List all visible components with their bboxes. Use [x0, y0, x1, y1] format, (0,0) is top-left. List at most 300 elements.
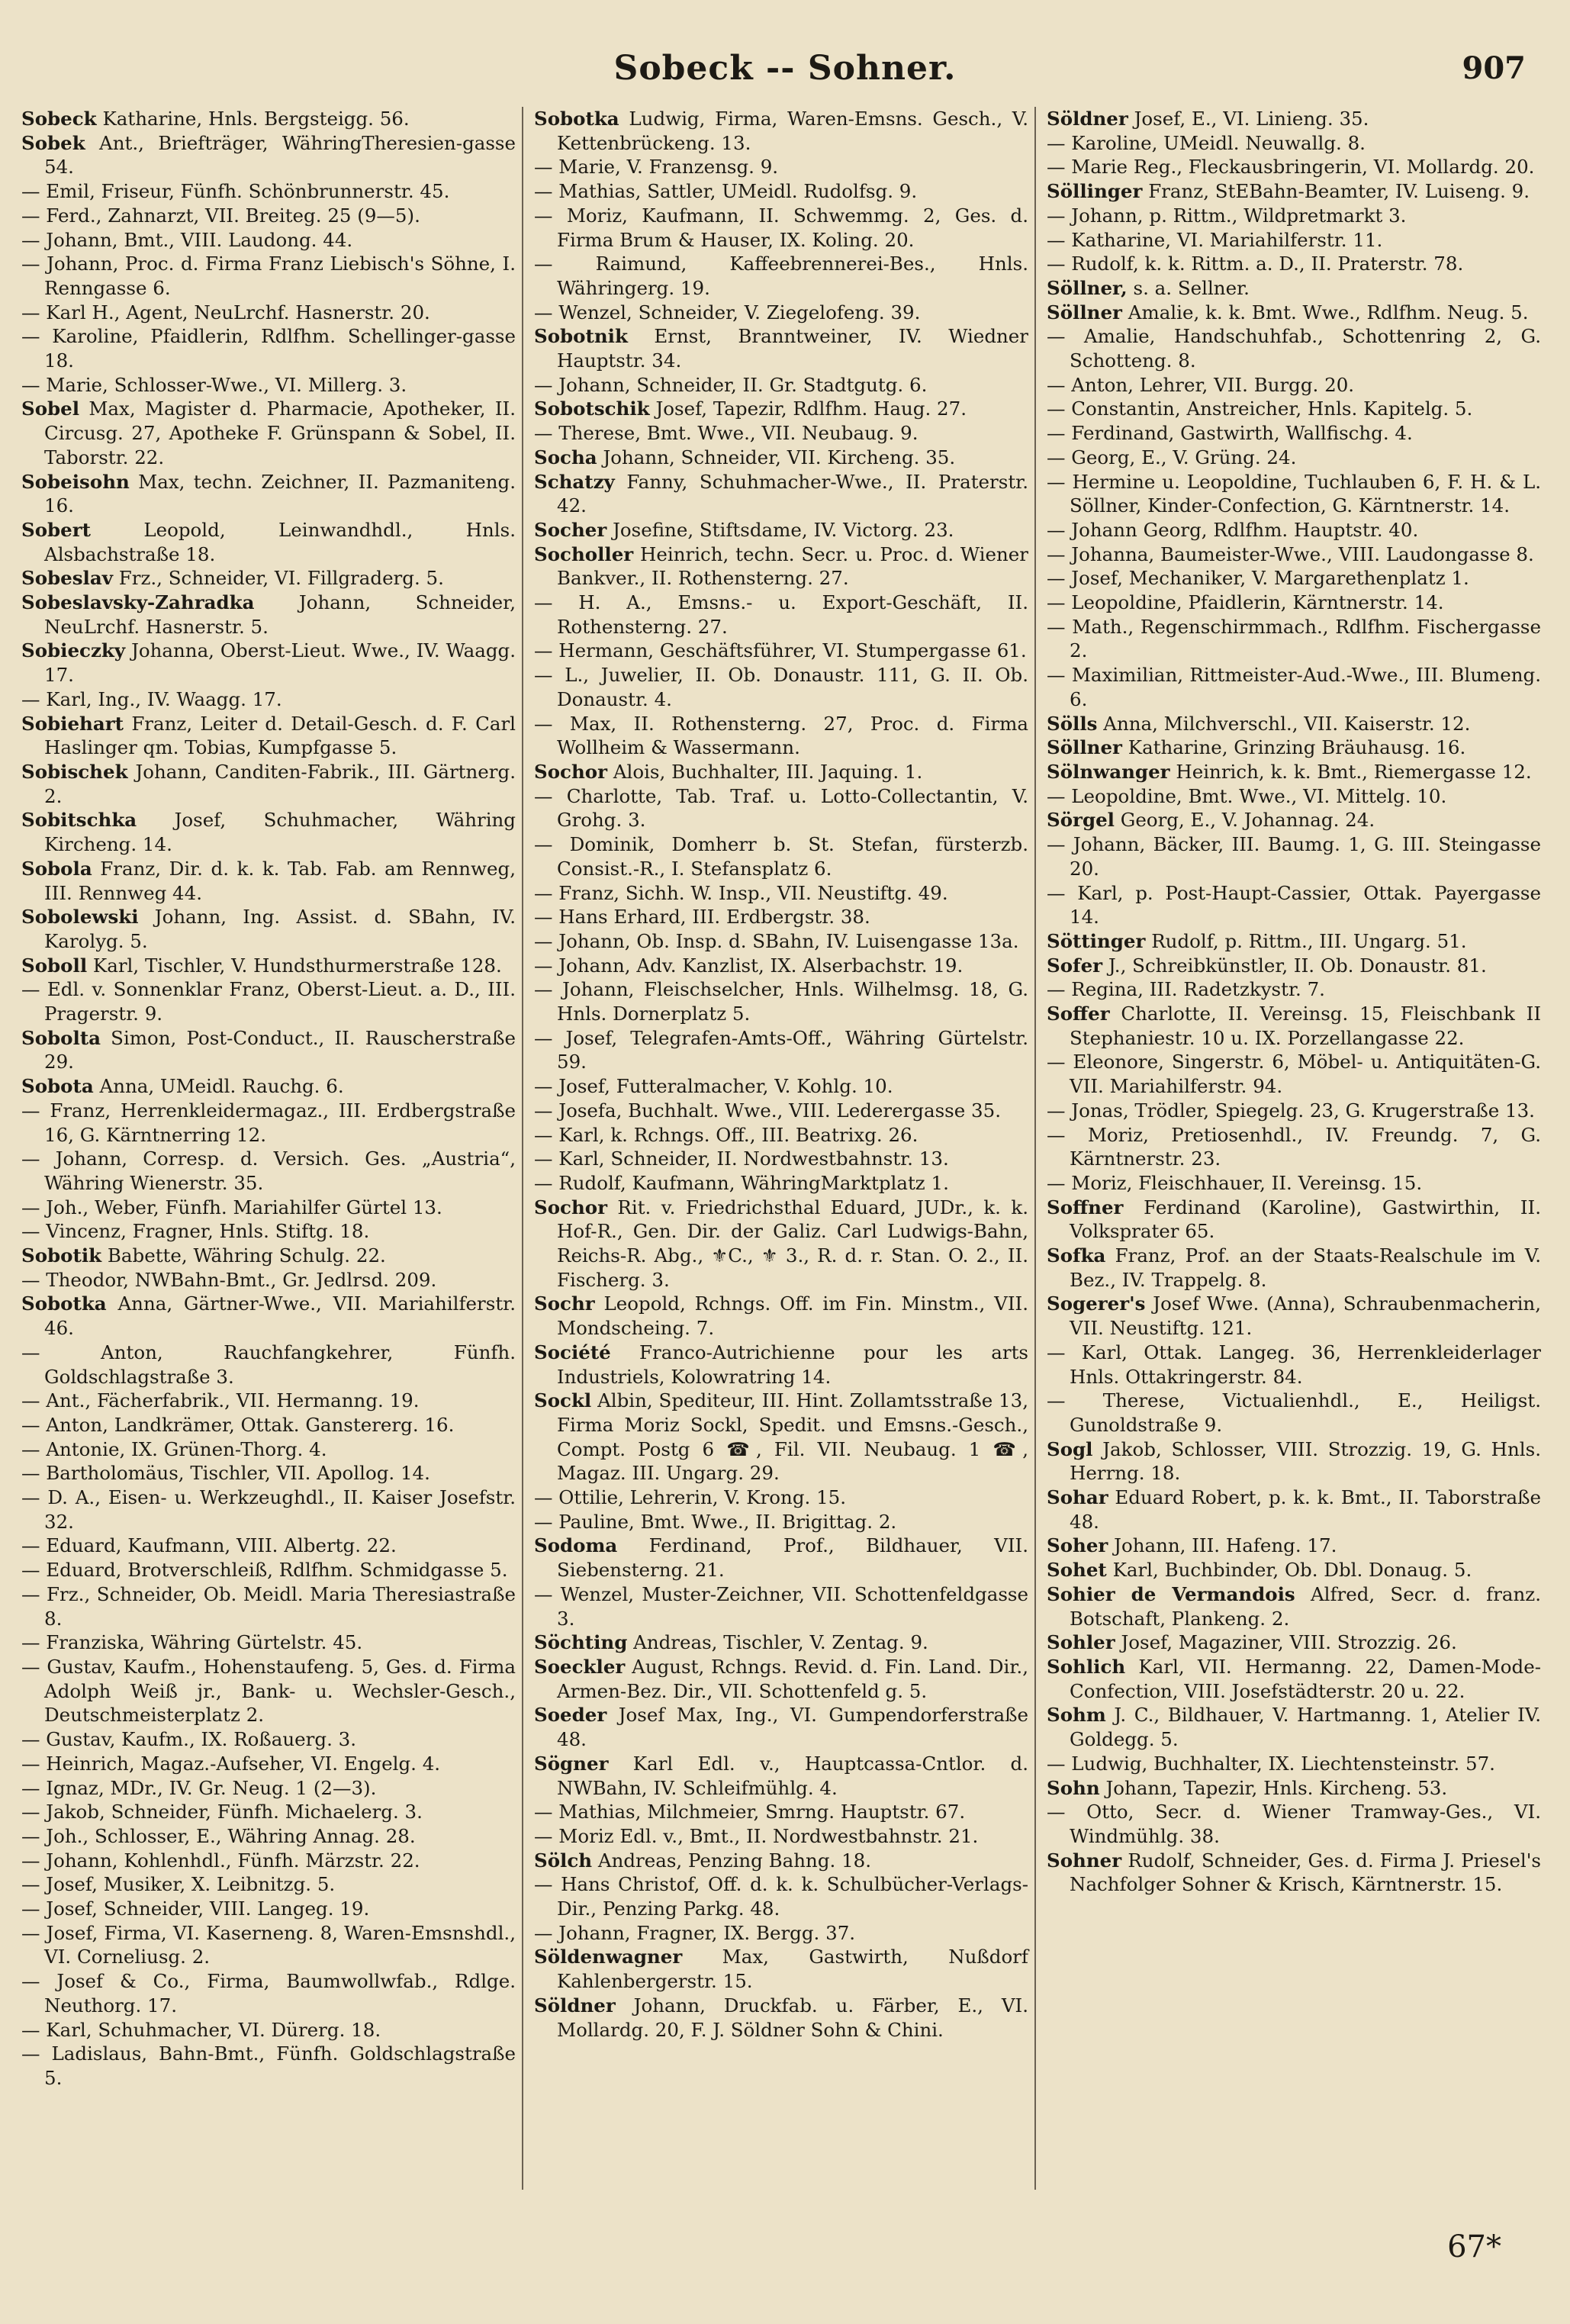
directory-entry [534, 1485, 1028, 1510]
directory-entry [1047, 1485, 1541, 1534]
entry-details: Karl Edl. v., Hauptcassa-Cntlor. d. NWBahn, IV. Schleifmühlg. 4. [557, 1752, 1028, 1799]
entry-details: — Rudolf, k. k. Rittm. a. D., II. Praterstr. 78. [1047, 253, 1464, 275]
directory-entry [534, 301, 1028, 325]
entry-details: — Johann, Kohlenhdl., Fünfh. Märzstr. 22. [21, 1849, 420, 1872]
directory-entry [1047, 1002, 1541, 1050]
entry-details: Ludwig, Firma, Waren-Emsns. Gesch., V. Kettenbrückeng. 13. [557, 108, 1028, 154]
directory-entry [534, 1292, 1028, 1340]
entry-details: — Josef, Firma, VI. Kaserneng. 8, Waren-Emsnshdl., VI. Corneliusg. 2. [21, 1921, 516, 1968]
entry-details: — Max, II. Rothensterng. 27, Proc. d. Firma Wollheim & Wassermann. [534, 712, 1028, 759]
entry-details: Franco-Autrichienne pour les arts Industriels, Kolowratring 14. [557, 1341, 1028, 1388]
directory-entry [534, 1849, 1028, 1873]
entry-details: — L., Juwelier, II. Ob. Donaustr. 111, G. II. Ob. Donaustr. 4. [534, 664, 1028, 710]
directory-entry [534, 639, 1028, 663]
directory-entry [21, 1727, 516, 1752]
entry-details: Franz, Dir. d. k. k. Tab. Fab. am Rennweg, III. Rennweg 44. [44, 857, 516, 904]
entry-details: — Marie, V. Franzensg. 9. [534, 156, 779, 179]
directory-entry [534, 1994, 1028, 2042]
entry-details: Leopold, Leinwandhdl., Hnls. Alsbachstraße 18. [44, 518, 516, 565]
entry-details: — Josef, Schneider, VIII. Langeg. 19. [21, 1898, 370, 1920]
directory-entry [534, 591, 1028, 639]
directory-entry [534, 446, 1028, 470]
directory-entry [534, 204, 1028, 252]
directory-entry [21, 712, 516, 760]
entry-surname: Sodoma [534, 1534, 618, 1557]
directory-entry [1047, 1437, 1541, 1485]
entry-details: — Karl, Schuhmacher, VI. Dürerg. 18. [21, 2018, 381, 2041]
directory-entry [534, 905, 1028, 929]
entry-details: Anna, Gärtner-Wwe., VII. Mariahilferstr. 46. [44, 1292, 516, 1340]
entry-details: — Frz., Schneider, Ob. Meidl. Maria Theresiastraße 8. [21, 1582, 516, 1630]
directory-entry [21, 1776, 516, 1801]
directory-entry [21, 1655, 516, 1727]
entry-surname: Sobotka [21, 1292, 107, 1315]
entry-surname: Sochr [534, 1292, 595, 1315]
entry-details: — Karl, Ottak. Langeg. 36, Herrenkleiderlager Hnls. Ottakringerstr. 84. [1047, 1341, 1541, 1388]
directory-entry [534, 1196, 1028, 1292]
entry-details: — Ferdinand, Gastwirth, Wallfischg. 4. [1047, 422, 1413, 445]
entry-details: — Karl, Ing., IV. Waagg. 17. [21, 687, 282, 710]
entry-details: Franz, Leiter d. Detail-Gesch. d. F. Carl Haslinger qm. Tobias, Kumpfgasse 5. [44, 712, 516, 759]
entry-details: Josef, Magaziner, VIII. Strozzig. 26. [1121, 1631, 1457, 1654]
entry-surname: Schatzy [534, 470, 615, 493]
entry-details: — Therese, Victualienhdl., E., Heiligst. Gunoldstraße 9. [1047, 1389, 1541, 1436]
entry-surname: Sobotschik [534, 398, 650, 420]
entry-details: Andreas, Penzing Bahng. 18. [597, 1849, 872, 1872]
directory-entry [1047, 155, 1541, 179]
directory-entry [21, 179, 516, 204]
entry-details: Josef, E., VI. Linieng. 35. [1134, 108, 1369, 130]
entry-surname: Soher [1047, 1534, 1108, 1557]
directory-entry [534, 1752, 1028, 1800]
directory-entry [1047, 228, 1541, 253]
directory-entry [1047, 373, 1541, 398]
entry-details: Heinrich, k. k. Bmt., Riemergasse 12. [1176, 760, 1532, 783]
directory-entry [1047, 712, 1541, 736]
entry-surname: Sobiehart [21, 712, 124, 735]
entry-surname: Sobieczky [21, 639, 126, 662]
directory-entry [1047, 591, 1541, 615]
directory-entry [1047, 397, 1541, 421]
directory-entry [21, 1582, 516, 1630]
entry-details: Josef, Tapezir, Rdlfhm. Haug. 27. [655, 398, 967, 420]
entry-surname: Sofka [1047, 1244, 1106, 1267]
directory-entry [1047, 1099, 1541, 1123]
entry-surname: Sohet [1047, 1559, 1107, 1582]
entry-details: Eduard Robert, p. k. k. Bmt., II. Taborstraße 48. [1070, 1486, 1541, 1533]
directory-entry [534, 518, 1028, 542]
entry-details: — Johann, Ob. Insp. d. SBahn, IV. Luisengasse 13a. [534, 929, 1019, 952]
directory-entry [21, 1147, 516, 1195]
entry-details: Josef, Schuhmacher, Währing Kircheng. 14. [44, 809, 516, 856]
directory-entry [21, 1969, 516, 2017]
directory-entry [21, 1897, 516, 1921]
directory-entry [534, 1945, 1028, 1993]
directory-entry [1047, 179, 1541, 204]
directory-entry [534, 1655, 1028, 1703]
directory-entry [21, 977, 516, 1025]
entry-surname: Sörgel [1047, 809, 1115, 832]
directory-entry [534, 784, 1028, 832]
directory-entry [21, 1534, 516, 1558]
entry-details: — Marie Reg., Fleckausbringerin, VI. Mollardg. 20. [1047, 156, 1535, 179]
entry-surname: Sölch [534, 1849, 593, 1872]
directory-entry [21, 687, 516, 712]
page-title: Sobeck -- Sohner. [613, 49, 957, 88]
entry-details: Katharine, Grinzing Bräuhausg. 16. [1128, 736, 1466, 759]
entry-surname: Söldner [534, 1994, 616, 2017]
directory-entry [1047, 1582, 1541, 1630]
directory-entry [21, 373, 516, 398]
directory-entry [534, 1824, 1028, 1849]
entry-details: — Georg, E., V. Grüng. 24. [1047, 446, 1297, 468]
entry-surname: Sobek [21, 131, 85, 154]
directory-entry [21, 1196, 516, 1220]
entry-details: Karl, VII. Hermanng. 22, Damen-Mode-Confection, VIII. Josefstädterstr. 20 u. 22. [1070, 1656, 1541, 1702]
entry-details: — Jakob, Schneider, Fünfh. Michaelerg. 3. [21, 1801, 423, 1823]
entry-details: — Bartholomäus, Tischler, VII. Apollog. 14. [21, 1462, 430, 1485]
entry-details: — Ferd., Zahnarzt, VII. Breiteg. 25 (9—5). [21, 204, 420, 227]
directory-entry [534, 179, 1028, 204]
entry-details: — Moriz, Kaufmann, II. Schwemmg. 2, Ges. d. Firma Brum & Hauser, IX. Koling. 20. [534, 204, 1028, 251]
entry-surname: Socha [534, 446, 597, 468]
directory-entry [534, 107, 1028, 155]
entry-details: — Constantin, Anstreicher, Hnls. Kapitelg. 5. [1047, 398, 1473, 420]
directory-entry [21, 1630, 516, 1655]
directory-entry [1047, 929, 1541, 954]
directory-entry [21, 1341, 516, 1389]
directory-entry [1047, 566, 1541, 591]
entry-details: Katharine, Hnls. Bergsteigg. 56. [102, 108, 410, 130]
entry-surname: Sobota [21, 1075, 94, 1098]
entry-details: — Theodor, NWBahn-Bmt., Gr. Jedlrsd. 209. [21, 1268, 437, 1291]
entry-surname: Söchting [534, 1631, 628, 1654]
entry-details: Max, Magister d. Pharmacie, Apotheker, II. Circusg. 27, Apotheke F. Grünspann & Sobel, II. Taborstr. 22. [44, 398, 516, 468]
directory-entry [21, 954, 516, 978]
entry-details: — Johann Georg, Rdlfhm. Hauptstr. 40. [1047, 518, 1419, 541]
directory-entry [1047, 1800, 1541, 1848]
directory-entry [21, 808, 516, 856]
entry-details: Anna, UMeidl. Rauchg. 6. [99, 1075, 344, 1098]
entry-details: — Raimund, Kaffeebrennerei-Bes., Hnls. Währingerg. 19. [534, 253, 1028, 299]
entry-details: Johann, Druckfab. u. Färber, E., VI. Mollardg. 20, F. J. Söldner Sohn & Chini. [557, 1994, 1028, 2041]
entry-surname: Sobeisohn [21, 470, 130, 493]
directory-entry [534, 1630, 1028, 1655]
entry-details: — Moriz Edl. v., Bmt., II. Nordwestbahnstr. 21. [534, 1824, 979, 1847]
directory-entry [21, 131, 516, 179]
entry-surname: Sofer [1047, 954, 1103, 977]
entry-surname: Sogerer's [1047, 1292, 1146, 1315]
directory-entry [1047, 1171, 1541, 1196]
entry-details: — Josef & Co., Firma, Baumwollwfab., Rdlge. Neuthorg. 17. [21, 1970, 516, 2017]
entry-surname: Soeder [534, 1704, 607, 1727]
entry-surname: Socholler [534, 542, 634, 565]
directory-entry [21, 1849, 516, 1873]
entry-details: — Ant., Fächerfabrik., VII. Hermanng. 19. [21, 1389, 420, 1412]
entry-surname: Söllner [1047, 736, 1122, 759]
directory-entry [534, 1147, 1028, 1171]
entry-surname: Sohm [1047, 1704, 1106, 1727]
entry-details: Ernst, Branntweiner, IV. Wiedner Hauptstr. 34. [557, 325, 1028, 372]
entry-details: August, Rchngs. Revid. d. Fin. Land. Dir., Armen-Bez. Dir., VII. Schottenfeld g. 5. [557, 1656, 1028, 1702]
entry-details: Frz., Schneider, VI. Fillgraderg. 5. [118, 567, 444, 590]
directory-entry [1047, 1244, 1541, 1292]
directory-entry [534, 929, 1028, 954]
entry-surname: Sögner [534, 1752, 609, 1775]
directory-entry [21, 1558, 516, 1582]
entry-details: — Wenzel, Schneider, V. Ziegelofeng. 39. [534, 301, 921, 323]
entry-details: — Anton, Lehrer, VII. Burgg. 20. [1047, 373, 1355, 396]
entry-details: — Leopoldine, Pfaidlerin, Kärntnerstr. 14. [1047, 591, 1444, 614]
entry-surname: Sohar [1047, 1486, 1108, 1509]
entry-details: Max, techn. Zeichner, II. Pazmaniteng. 16. [44, 470, 516, 517]
page-header [0, 46, 1570, 107]
entry-details: — Johann, p. Rittm., Wildpretmarkt 3. [1047, 204, 1407, 227]
directory-entry [1047, 276, 1541, 301]
directory-entry [1047, 881, 1541, 929]
entry-details: Ferdinand (Karoline), Gastwirthin, II. Volksprater 65. [1070, 1196, 1541, 1243]
directory-entry [1047, 784, 1541, 809]
entry-surname: Söllner, [1047, 276, 1128, 299]
directory-entry [534, 421, 1028, 446]
entry-details: — Hermann, Geschäftsführer, VI. Stumpergasse 61. [534, 639, 1027, 662]
entry-surname: Söllinger [1047, 180, 1143, 203]
entry-details: — Franziska, Währing Gürtelstr. 45. [21, 1631, 363, 1654]
entry-surname: Sohner [1047, 1849, 1122, 1872]
entry-details: — Hans Christof, Off. d. k. k. Schulbücher-Verlags-Dir., Penzing Parkg. 48. [534, 1873, 1028, 1920]
entry-details: — Edl. v. Sonnenklar Franz, Oberst-Lieut. a. D., III. Pragerstr. 9. [21, 978, 516, 1025]
entry-surname: Soeckler [534, 1656, 626, 1678]
entry-details: — Antonie, IX. Grünen-Thorg. 4. [21, 1437, 327, 1460]
directory-entry [21, 1413, 516, 1437]
signature-mark: 67* [1447, 2229, 1501, 2264]
directory-entry [534, 1341, 1028, 1389]
directory-entry [21, 1389, 516, 1413]
entry-surname: Sobeslav [21, 567, 113, 590]
entry-surname: Sogl [1047, 1437, 1093, 1460]
directory-entry [534, 1872, 1028, 1920]
directory-entry [534, 252, 1028, 300]
directory-entry [534, 1026, 1028, 1074]
directory-entry [1047, 808, 1541, 832]
directory-entry [534, 712, 1028, 760]
directory-entry [1047, 1123, 1541, 1171]
entry-surname: Sobitschka [21, 809, 137, 832]
entry-surname: Sockl [534, 1389, 592, 1412]
entry-surname: Soboll [21, 954, 88, 977]
directory-entry [534, 324, 1028, 372]
entry-surname: Sobolta [21, 1026, 101, 1049]
entry-details: Karl, Tischler, V. Hundsthurmerstraße 128. [92, 954, 502, 977]
entry-details: — Maximilian, Rittmeister-Aud.-Wwe., III. Blumeng. 6. [1047, 664, 1541, 710]
entry-details: — H. A., Emsns.- u. Export-Geschäft, II. Rothensterng. 27. [534, 591, 1028, 638]
directory-entry [1047, 1655, 1541, 1703]
entry-details: — Mathias, Sattler, UMeidl. Rudolfsg. 9. [534, 180, 918, 203]
entry-details: — Katharine, VI. Mariahilferstr. 11. [1047, 228, 1383, 251]
directory-entry [21, 301, 516, 325]
entry-details: — Hermine u. Leopoldine, Tuchlauben 6, F. H. & L. Söllner, Kinder-Confection, G. Kärntnerstr. 14. [1047, 470, 1541, 517]
entry-surname: Söldner [1047, 108, 1128, 130]
entry-details: Leopold, Rchngs. Off. im Fin. Minstm., VII. Mondscheing. 7. [557, 1292, 1028, 1340]
entry-details: Franz, StEBahn-Beamter, IV. Luiseng. 9. [1148, 180, 1530, 203]
entry-details: Rit. v. Friedrichsthal Eduard, JUDr., k. k. Hof-R., Gen. Dir. der Galiz. Carl Ludwigs-Bahn, Reichs-R. Abg., ⚜C., ⚜ 3., R. d. r. Stan. O. 2., II. Fischerg. 3. [557, 1196, 1028, 1291]
directory-entry [21, 857, 516, 905]
entry-details: Ferdinand, Prof., Bildhauer, VII. Siebensterng. 21. [557, 1534, 1028, 1582]
directory-entry [534, 1703, 1028, 1751]
entry-details: Georg, E., V. Johannag. 24. [1120, 809, 1375, 832]
entry-details: — Karoline, Pfaidlerin, Rdlfhm. Schellinger-gasse 18. [21, 325, 516, 372]
entry-details: — Johann, Proc. d. Firma Franz Liebisch's Söhne, I. Renngasse 6. [21, 253, 516, 299]
directory-entry [1047, 1630, 1541, 1655]
entry-details: — Karl H., Agent, NeuLrchf. Hasnerstr. 20. [21, 301, 430, 323]
entry-surname: Sohlich [1047, 1656, 1126, 1678]
directory-entry [534, 832, 1028, 880]
entry-details: — Karl, Schneider, II. Nordwestbahnstr. 13. [534, 1148, 949, 1170]
directory-entry [21, 1437, 516, 1462]
entry-details: — Ottilie, Lehrerin, V. Krong. 15. [534, 1486, 847, 1509]
directory-entry [21, 1026, 516, 1074]
entry-details: — Franz, Herrenkleidermagaz., III. Erdbergstraße 16, G. Kärntnerring 12. [21, 1099, 516, 1146]
entry-details: — Josef, Musiker, X. Leibnitzg. 5. [21, 1873, 336, 1896]
directory-entry [1047, 324, 1541, 372]
directory-entry [1047, 204, 1541, 228]
entry-details: — Charlotte, Tab. Traf. u. Lotto-Collectantin, V. Grohg. 3. [534, 784, 1028, 832]
directory-entry [21, 1268, 516, 1292]
entry-surname: Söllner [1047, 301, 1122, 323]
entry-details: — Johann, Bäcker, III. Baumg. 1, G. III. Steingasse 20. [1047, 833, 1541, 880]
directory-entry [21, 905, 516, 953]
entry-details: Max, Gastwirth, Nußdorf Kahlenbergerstr. 15. [557, 1946, 1028, 1993]
directory-entry [1047, 1341, 1541, 1389]
directory-entry [534, 470, 1028, 518]
directory-entry [534, 663, 1028, 711]
directory-entry [21, 1099, 516, 1147]
entry-surname: Sochor [534, 1196, 608, 1218]
directory-entry [1047, 421, 1541, 446]
entry-details: — Moriz, Fleischhauer, II. Vereinsg. 15. [1047, 1171, 1423, 1194]
page-number: 907 [1462, 50, 1526, 86]
directory-entry [21, 1824, 516, 1849]
directory-entry [1047, 446, 1541, 470]
directory-entry [21, 470, 516, 518]
directory-entry [1047, 1558, 1541, 1582]
entry-details: Amalie, k. k. Bmt. Wwe., Rdlfhm. Neug. 5. [1128, 301, 1529, 323]
directory-entry [1047, 131, 1541, 156]
directory-entry [534, 1800, 1028, 1824]
directory-entry [1047, 107, 1541, 131]
entry-details: Albin, Spediteur, III. Hint. Zollamtsstraße 13, Firma Moriz Sockl, Spedit. und Emsns.-Gesch., Compt. Postg 6 ☎, Fil. VII. Neubaug. 1 ☎, Magaz. III. Ungarg. 29. [557, 1389, 1028, 1485]
directory-entry [1047, 1292, 1541, 1340]
entry-details: J., Schreibkünstler, II. Ob. Donaustr. 81. [1108, 954, 1487, 977]
directory-entry [1047, 470, 1541, 518]
entry-details: — Mathias, Milchmeier, Smrng. Hauptstr. 67. [534, 1801, 966, 1823]
directory-entry [534, 977, 1028, 1025]
directory-entry [21, 760, 516, 808]
directory-entry [1047, 1752, 1541, 1776]
directory-entry [21, 252, 516, 300]
directory-entry [534, 155, 1028, 179]
entry-details: Babette, Währing Schulg. 22. [107, 1244, 386, 1267]
entry-surname: Sölls [1047, 712, 1098, 735]
entry-details: — Josef, Telegrafen-Amts-Off., Währing Gürtelstr. 59. [534, 1026, 1028, 1073]
entry-details: — Gustav, Kaufm., IX. Roßauerg. 3. [21, 1728, 357, 1751]
directory-entry [21, 566, 516, 591]
directory-entry [21, 1461, 516, 1485]
entry-details: — Hans Erhard, III. Erdbergstr. 38. [534, 906, 870, 929]
directory-entry [21, 1219, 516, 1244]
directory-entry [1047, 252, 1541, 276]
entry-details: — Johann, Schneider, II. Gr. Stadtgutg. 6. [534, 373, 928, 396]
directory-entry [21, 2042, 516, 2090]
entry-surname: Sohn [1047, 1776, 1100, 1799]
entry-details: Alfred, Secr. d. franz. Botschaft, Plankeng. 2. [1070, 1582, 1541, 1630]
entry-surname: Sohler [1047, 1631, 1115, 1654]
entry-details: Johann, III. Hafeng. 17. [1114, 1534, 1337, 1557]
directory-entry [1047, 1703, 1541, 1751]
entry-surname: Sobotik [21, 1244, 102, 1267]
column-left [21, 107, 523, 2190]
directory-entry [534, 881, 1028, 906]
directory-entry [1047, 1849, 1541, 1897]
directory-entry [534, 954, 1028, 978]
entry-details: — Johann, Adv. Kanzlist, IX. Alserbachstr. 19. [534, 954, 964, 977]
entry-details: — Jonas, Trödler, Spiegelg. 23, G. Krugerstraße 13. [1047, 1099, 1535, 1122]
directory-entry [21, 518, 516, 566]
directory-entry [21, 204, 516, 228]
directory-entry [1047, 954, 1541, 978]
column-right [1047, 107, 1547, 2190]
column-middle [534, 107, 1036, 2190]
entry-details: — Vincenz, Fragner, Hnls. Stiftg. 18. [21, 1220, 370, 1243]
directory-entry [534, 1074, 1028, 1099]
directory-entry [21, 1074, 516, 1099]
directory-entry [534, 1510, 1028, 1534]
entry-details: Johann, Tapezir, Hnls. Kircheng. 53. [1105, 1776, 1448, 1799]
entry-surname: Sobola [21, 857, 92, 880]
directory-entry [21, 107, 516, 131]
directory-entry [1047, 760, 1541, 784]
directory-entry [21, 1485, 516, 1534]
directory-entry [21, 1800, 516, 1824]
entry-details: J. C., Bildhauer, V. Hartmanng. 1, Atelier IV. Goldegg. 5. [1070, 1704, 1541, 1751]
entry-details: — Josef, Futteralmacher, V. Kohlg. 10. [534, 1075, 893, 1098]
entry-details: — Therese, Bmt. Wwe., VII. Neubaug. 9. [534, 422, 919, 445]
entry-details: — Johann, Corresp. d. Versich. Ges. „Austria“, Währing Wienerstr. 35. [21, 1148, 516, 1194]
entry-details: Heinrich, techn. Secr. u. Proc. d. Wiener Bankver., II. Rothensterng. 27. [557, 542, 1028, 590]
directory-entry [1047, 1389, 1541, 1437]
entry-details: Alois, Buchhalter, III. Jaquing. 1. [613, 760, 923, 783]
entry-details: Josef Max, Ing., VI. Gumpendorferstraße 48. [557, 1704, 1028, 1751]
entry-surname: Sölnwanger [1047, 760, 1170, 783]
entry-details: Andreas, Tischler, V. Zentag. 9. [633, 1631, 928, 1654]
directory-entry [1047, 615, 1541, 663]
entry-details: — Regina, III. Radetzkystr. 7. [1047, 978, 1325, 1001]
directory-entry [534, 1534, 1028, 1582]
entry-surname: Sohier de Vermandois [1047, 1582, 1295, 1605]
entry-details: Johann, Schneider, NeuLrchf. Hasnerstr. 5. [44, 591, 516, 638]
entry-details: — Joh., Schlosser, E., Währing Annag. 28. [21, 1824, 416, 1847]
directory-entry [21, 2018, 516, 2042]
entry-details: — Amalie, Handschuhfab., Schottenring 2, G. Schotteng. 8. [1047, 325, 1541, 372]
entry-details: — Josefa, Buchhalt. Wwe., VIII. Lederergasse 35. [534, 1099, 1001, 1122]
directory-entry [21, 228, 516, 253]
entry-details: — Johann, Fleischselcher, Hnls. Wilhelmsg. 18, G. Hnls. Dornerplatz 5. [534, 978, 1028, 1025]
directory-entry [534, 1921, 1028, 1946]
entry-details: — Karl, p. Post-Haupt-Cassier, Ottak. Payergasse 14. [1047, 881, 1541, 929]
entry-details: Anna, Milchverschl., VII. Kaiserstr. 12. [1103, 712, 1471, 735]
entry-details: — Moriz, Pretiosenhdl., IV. Freundg. 7, G. Kärntnerstr. 23. [1047, 1123, 1541, 1170]
directory-entry [21, 1752, 516, 1776]
